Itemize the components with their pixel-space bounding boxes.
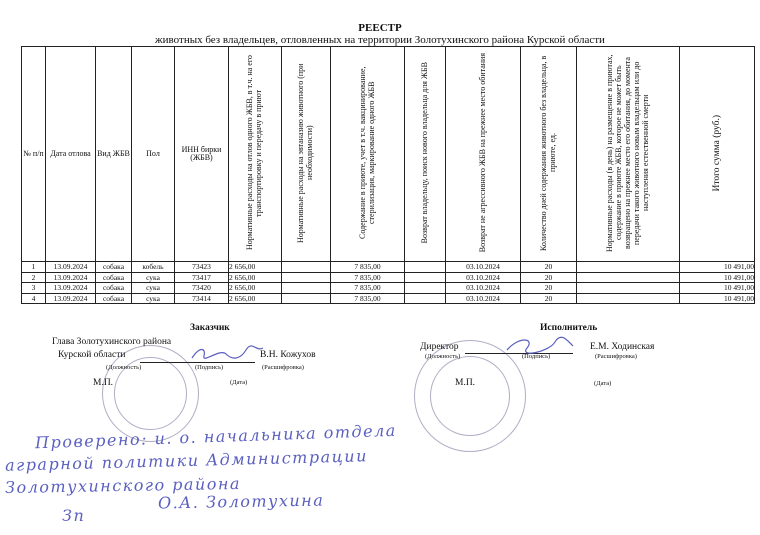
cell-euthanasia xyxy=(282,262,331,273)
handwritten-line-3: Золотухинского района xyxy=(4,473,242,498)
customer-name: В.Н. Кожухов xyxy=(260,350,316,360)
header-total xyxy=(680,47,755,262)
table-row xyxy=(22,262,755,273)
handwritten-line-5: Зп xyxy=(62,506,86,525)
document-title: РЕЕСТР xyxy=(358,22,402,34)
table-row xyxy=(22,272,755,283)
cell-number: 2 xyxy=(22,272,46,283)
customer-position-line1: Глава Золотухинского района xyxy=(52,337,172,347)
header-euthanasia xyxy=(282,47,331,262)
header-owner-return xyxy=(405,47,446,262)
customer-name-label: (Расшифровка) xyxy=(262,364,304,371)
cell-euthanasia xyxy=(282,272,331,283)
cell-catch-cost: 2 656,00 xyxy=(229,293,282,304)
executor-name: Е.М. Ходинская xyxy=(590,342,655,352)
cell-keeping: 7 835,00 xyxy=(331,272,405,283)
executor-position-label: (Должность) xyxy=(425,353,461,360)
cell-number: 1 xyxy=(22,262,46,273)
cell-inn: 73414 xyxy=(175,293,229,304)
header-inn: ИНН бирки (ЖБВ) xyxy=(175,47,229,262)
cell-catch-cost: 2 656,00 xyxy=(229,262,282,273)
cell-daily-cost xyxy=(577,262,680,273)
cell-habitat-return: 03.10.2024 xyxy=(446,272,521,283)
cell-owner-return xyxy=(405,293,446,304)
header-days xyxy=(521,47,577,262)
cell-kind: собака xyxy=(96,272,132,283)
customer-signature-icon xyxy=(190,344,265,364)
customer-date-label: (Дата) xyxy=(230,379,248,386)
cell-sex: сука xyxy=(132,293,175,304)
executor-seal-mark: М.П. xyxy=(455,378,476,388)
cell-keeping: 7 835,00 xyxy=(331,283,405,294)
cell-number: 4 xyxy=(22,293,46,304)
header-habitat-return xyxy=(446,47,521,262)
cell-days: 20 xyxy=(521,283,577,294)
header-keeping-text: Содержание в приюте, учет в т.ч. вакцинирование, стерилизация, маркирование одного ЖБВ xyxy=(357,66,376,240)
cell-owner-return xyxy=(405,283,446,294)
cell-days: 20 xyxy=(521,272,577,283)
cell-total: 10 491,00 xyxy=(680,283,755,294)
cell-habitat-return: 03.10.2024 xyxy=(446,293,521,304)
header-days-text: Количество дней содержания животного без владельца, в приюте, ед. xyxy=(538,55,557,251)
executor-signature-icon xyxy=(505,334,575,356)
cell-kind: собака xyxy=(96,262,132,273)
header-date: Дата отлова xyxy=(46,47,96,262)
header-habitat-return-text: Возврат не агрессивного ЖБВ на прежнее место обитания xyxy=(477,53,487,253)
cell-keeping: 7 835,00 xyxy=(331,262,405,273)
cell-date: 13.09.2024 xyxy=(46,272,96,283)
handwritten-line-1: Проверено: и. о. начальника отдела xyxy=(34,420,398,453)
header-euthanasia-text: Нормативные расходы на эвтаназию животного (при необходимости) xyxy=(296,63,314,243)
executor-name-label: (Расшифровка) xyxy=(595,353,637,360)
executor-signature-label: (Подпись) xyxy=(522,353,551,360)
table-row xyxy=(22,283,755,294)
header-number: № п/п xyxy=(22,47,46,262)
cell-inn: 73423 xyxy=(175,262,229,273)
customer-signature-label: (Подпись) xyxy=(195,364,224,371)
header-keeping xyxy=(331,47,405,262)
cell-sex: сука xyxy=(132,283,175,294)
cell-owner-return xyxy=(405,272,446,283)
cell-date: 13.09.2024 xyxy=(46,262,96,273)
executor-date-label: (Дата) xyxy=(594,380,612,387)
table-row xyxy=(22,293,755,304)
executor-position: Директор xyxy=(420,342,459,352)
header-row xyxy=(22,47,755,262)
registry-table xyxy=(21,46,755,304)
cell-number: 3 xyxy=(22,283,46,294)
cell-kind: собака xyxy=(96,293,132,304)
cell-total: 10 491,00 xyxy=(680,293,755,304)
header-sex: Пол xyxy=(132,47,175,262)
cell-sex: сука xyxy=(132,272,175,283)
customer-position-line2: Курской области xyxy=(58,350,126,360)
header-catch-cost-text: Нормативные расходы на отлов одного ЖБВ, в т.ч. на его транспортировку и передачу в приют xyxy=(245,55,263,251)
header-catch-cost xyxy=(229,47,282,262)
cell-kind: собака xyxy=(96,283,132,294)
cell-euthanasia xyxy=(282,293,331,304)
cell-days: 20 xyxy=(521,293,577,304)
cell-daily-cost xyxy=(577,272,680,283)
cell-total: 10 491,00 xyxy=(680,262,755,273)
cell-keeping: 7 835,00 xyxy=(331,293,405,304)
header-total-text: Итого сумма (руб.) xyxy=(711,114,722,192)
handwritten-line-2: аграрной политики Администрации xyxy=(4,446,369,475)
cell-inn: 73420 xyxy=(175,283,229,294)
executor-heading: Исполнитель xyxy=(540,323,598,333)
cell-date: 13.09.2024 xyxy=(46,293,96,304)
cell-catch-cost: 2 656,00 xyxy=(229,283,282,294)
cell-owner-return xyxy=(405,262,446,273)
cell-habitat-return: 03.10.2024 xyxy=(446,283,521,294)
handwritten-line-4: О.А. Золотухина xyxy=(157,490,325,513)
cell-days: 20 xyxy=(521,262,577,273)
header-daily-cost xyxy=(577,47,680,262)
cell-total: 10 491,00 xyxy=(680,272,755,283)
customer-position-label: (Должность) xyxy=(106,364,142,371)
cell-sex: кобель xyxy=(132,262,175,273)
cell-daily-cost xyxy=(577,283,680,294)
cell-euthanasia xyxy=(282,283,331,294)
executor-stamp-inner-icon xyxy=(430,356,510,436)
header-owner-return-text: Возврат владельцу, поиск нового владельца для ЖБВ xyxy=(419,62,429,244)
cell-daily-cost xyxy=(577,293,680,304)
cell-inn: 73417 xyxy=(175,272,229,283)
cell-catch-cost: 2 656,00 xyxy=(229,272,282,283)
customer-seal-mark: М.П. xyxy=(93,378,114,388)
cell-habitat-return: 03.10.2024 xyxy=(446,262,521,273)
customer-heading: Заказчик xyxy=(190,323,230,333)
document-subtitle: животных без владельцев, отловленных на территории Золотухинского района Курской области xyxy=(155,34,605,46)
header-kind: Вид ЖБВ xyxy=(96,47,132,262)
header-daily-cost-text: Нормативные расходы (в день) на размещение в приютах, содержание в приюте ЖБВ, которое не может быть возвращено на прежнее место его обитания, до момента передачи такого животного новым владельцам или до наступления естественной смерти xyxy=(604,54,650,252)
cell-date: 13.09.2024 xyxy=(46,283,96,294)
